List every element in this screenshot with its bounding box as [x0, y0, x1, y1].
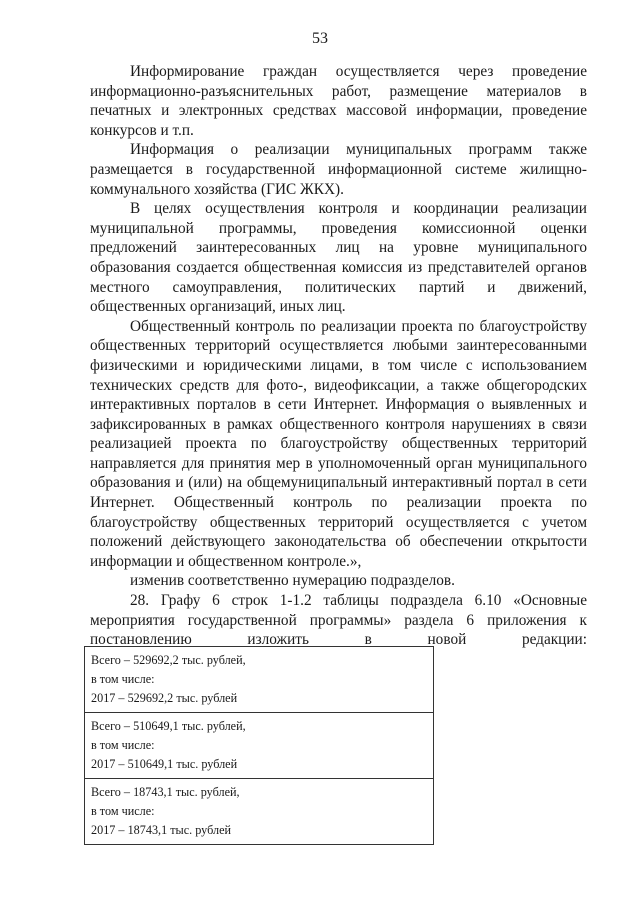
table-row: [85, 779, 434, 845]
cell-year: 2017 – 18743,1 тыс. рублей: [91, 823, 232, 837]
table-cell: [85, 779, 434, 845]
page-number: 53: [312, 30, 328, 47]
cell-including: в том числе:: [91, 672, 155, 686]
cell-total: Всего – 529692,2 тыс. рублей,: [91, 653, 246, 667]
document-body: [90, 62, 587, 650]
cell-including: в том числе:: [91, 738, 155, 752]
paragraph-public-control: Общественный контроль по реализации проекта по благоустройству общественных территорий осуществляется любыми заинтересованными физическими и юридическими лицами, в том числе с использованием технических средств для фото-, видеофиксации, а также общегородских интерактивных порталов в сети Интернет. Информация о выявленных и зафиксированных в рамках общественного контроля нарушениях в связи реализацией проекта по благоустройству общественных территорий направляется для принятия мер в уполномоченный орган муниципального образования и (или) на общемуниципальный интерактивный портал в сети Интернет. Общественный контроль по реализации проекта по благоустройству общественных территорий осуществляется с учетом положений действующего законодательства об обеспечении открытости информации и общественном контроле.»,: [90, 317, 587, 570]
cell-year: 2017 – 510649,1 тыс. рублей: [91, 757, 238, 771]
paragraph-renumbering: изменив соответственно нумерацию подразделов.: [130, 572, 455, 590]
table-cell: [85, 647, 434, 713]
cell-total: Всего – 18743,1 тыс. рублей,: [91, 785, 240, 799]
table-cell: [85, 713, 434, 779]
paragraph-item-28: 28. Графу 6 строк 1-1.2 таблицы подраздела 6.10 «Основные мероприятия государственной программы» раздела 6 приложения к постановлению изложить в новой редакции:: [90, 592, 587, 649]
paragraph-public-commission: В целях осуществления контроля и координации реализации муниципальной программы, проведения комиссионной оценки предложений заинтересованных лиц на уровне муниципального образования создается общественная комиссия из представителей органов местного самоуправления, политических партий и движений, общественных организаций, иных лиц.: [90, 200, 587, 316]
cell-year: 2017 – 529692,2 тыс. рублей: [91, 691, 238, 705]
table-row: [85, 647, 434, 713]
funding-table: [84, 646, 434, 845]
paragraph-gis-zhkh: Информация о реализации муниципальных программ также размещается в государственной информационной системе жилищно-коммунального хозяйства (ГИС ЖКХ).: [90, 141, 587, 198]
cell-including: в том числе:: [91, 804, 155, 818]
table-row: [85, 713, 434, 779]
cell-total: Всего – 510649,1 тыс. рублей,: [91, 719, 246, 733]
paragraph-informing: Информирование граждан осуществляется через проведение информационно-разъяснительных работ, размещение материалов в печатных и электронных средствах массовой информации, проведение конкурсов и т.п.: [90, 63, 587, 139]
